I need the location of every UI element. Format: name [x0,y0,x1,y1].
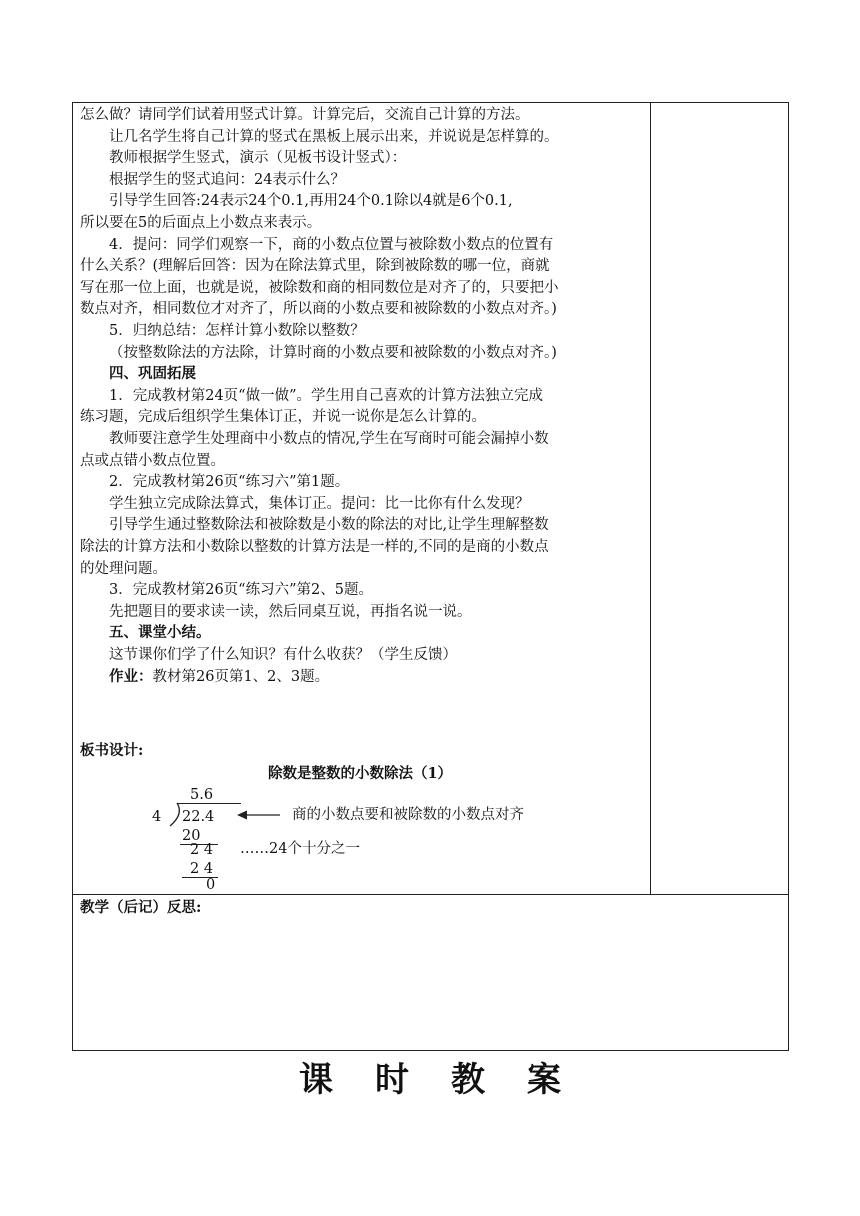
division-quotient: 5.6 [190,787,214,803]
lesson-line: 先把题目的要求读一读，然后同桌互说，再指名说一说。 [109,603,472,620]
note-decimal-alignment: 商的小数点要和被除数的小数点对齐 [292,807,524,823]
lesson-line: 根据学生的竖式追问：24表示什么？ [109,171,345,188]
lesson-line: 3．完成教材第26页“练习六”第2、5题。 [109,582,373,599]
arrow-left-icon [236,809,282,821]
board-design-label: 板书设计: [80,742,144,759]
division-remainder: 0 [206,877,216,893]
lesson-line: 引导学生通过整数除法和被除数是小数的除法的对比,让学生理解整数 [109,517,549,534]
lesson-line: 除法的计算方法和小数除以整数的计算方法是一样的,不同的是商的小数点 [80,539,549,555]
lesson-line: 4．提问：同学们观察一下，商的小数点位置与被除数小数点的位置有 [109,236,554,253]
lesson-line: （按整数除法的方法除，计算时商的小数点要和被除数的小数点对齐。) [109,344,557,361]
division-step-3: 2 4 [190,861,214,877]
homework-text: 教材第26页第1、2、3题。 [152,668,330,685]
lesson-line: 数点对齐，相同数位才对齐了，所以商的小数点要和被除数的小数点对齐。) [80,301,557,318]
lesson-line: 四、巩固拓展 [109,365,196,383]
division-bracket [168,802,182,828]
reflection-label: 教学（后记）反思: [80,899,202,916]
division-bar [177,803,241,804]
lesson-line: 2．完成教材第26页“练习六”第1题。 [109,474,350,491]
board-title: 除数是整数的小数除法（1） [267,765,453,782]
lesson-line: 五、课堂小结。 [109,624,211,642]
lesson-line: 引导学生回答:24表示24个0.1,再用24个0.1除以4就是6个0.1, [109,193,513,210]
lesson-line: 5．归纳总结：怎样计算小数除以整数？ [109,323,365,339]
lesson-line: 1．完成教材第24页“做一做”。学生用自己喜欢的计算方法独立完成 [109,387,543,404]
column-divider [650,102,651,895]
lesson-line [80,668,650,686]
lesson-line: 怎么做？请同学们试着用竖式计算。计算完后，交流自己计算的方法。 [80,107,530,123]
lesson-line: 的处理问题。 [80,560,167,577]
row-divider [72,894,789,895]
lesson-line: 写在那一位上面，也就是说，被除数和商的相同数位是对齐了的，只要把小 [80,279,559,296]
lesson-line: 学生独立完成除法算式，集体订正。提问：比一比你有什么发现？ [109,495,530,512]
division-step-1: 20 [182,828,201,844]
lesson-line: 这节课你们学了什么知识？有什么收获？（学生反馈） [109,647,457,663]
division-divisor: 4 [152,809,162,825]
lesson-line: 练习题，完成后组织学生集体订正，并说一说你是怎么计算的。 [80,409,486,426]
division-step-2: 2 4 [190,842,214,858]
homework-label: 作业： [109,667,153,685]
note-24-tenths: ……24个十分之一 [240,841,360,857]
lesson-line: 什么关系？(理解后回答：因为在除法算式里，除到被除数的哪一位，商就 [80,258,550,275]
lesson-line: 让几名学生将自己计算的竖式在黑板上展示出来，并说说是怎样算的。 [109,128,559,145]
lesson-line: 教师根据学生竖式，演示（见板书设计竖式）： [109,150,407,167]
lesson-line: 所以要在5的后面点上小数点来表示。 [80,215,322,231]
footer-title: 课时教案 [299,1060,603,1100]
lesson-line: 点或点错小数点位置。 [80,452,225,469]
lesson-line: 教师要注意学生处理商中小数点的情况,学生在写商时可能会漏掉小数 [109,431,549,447]
division-dividend: 22.4 [182,809,215,825]
